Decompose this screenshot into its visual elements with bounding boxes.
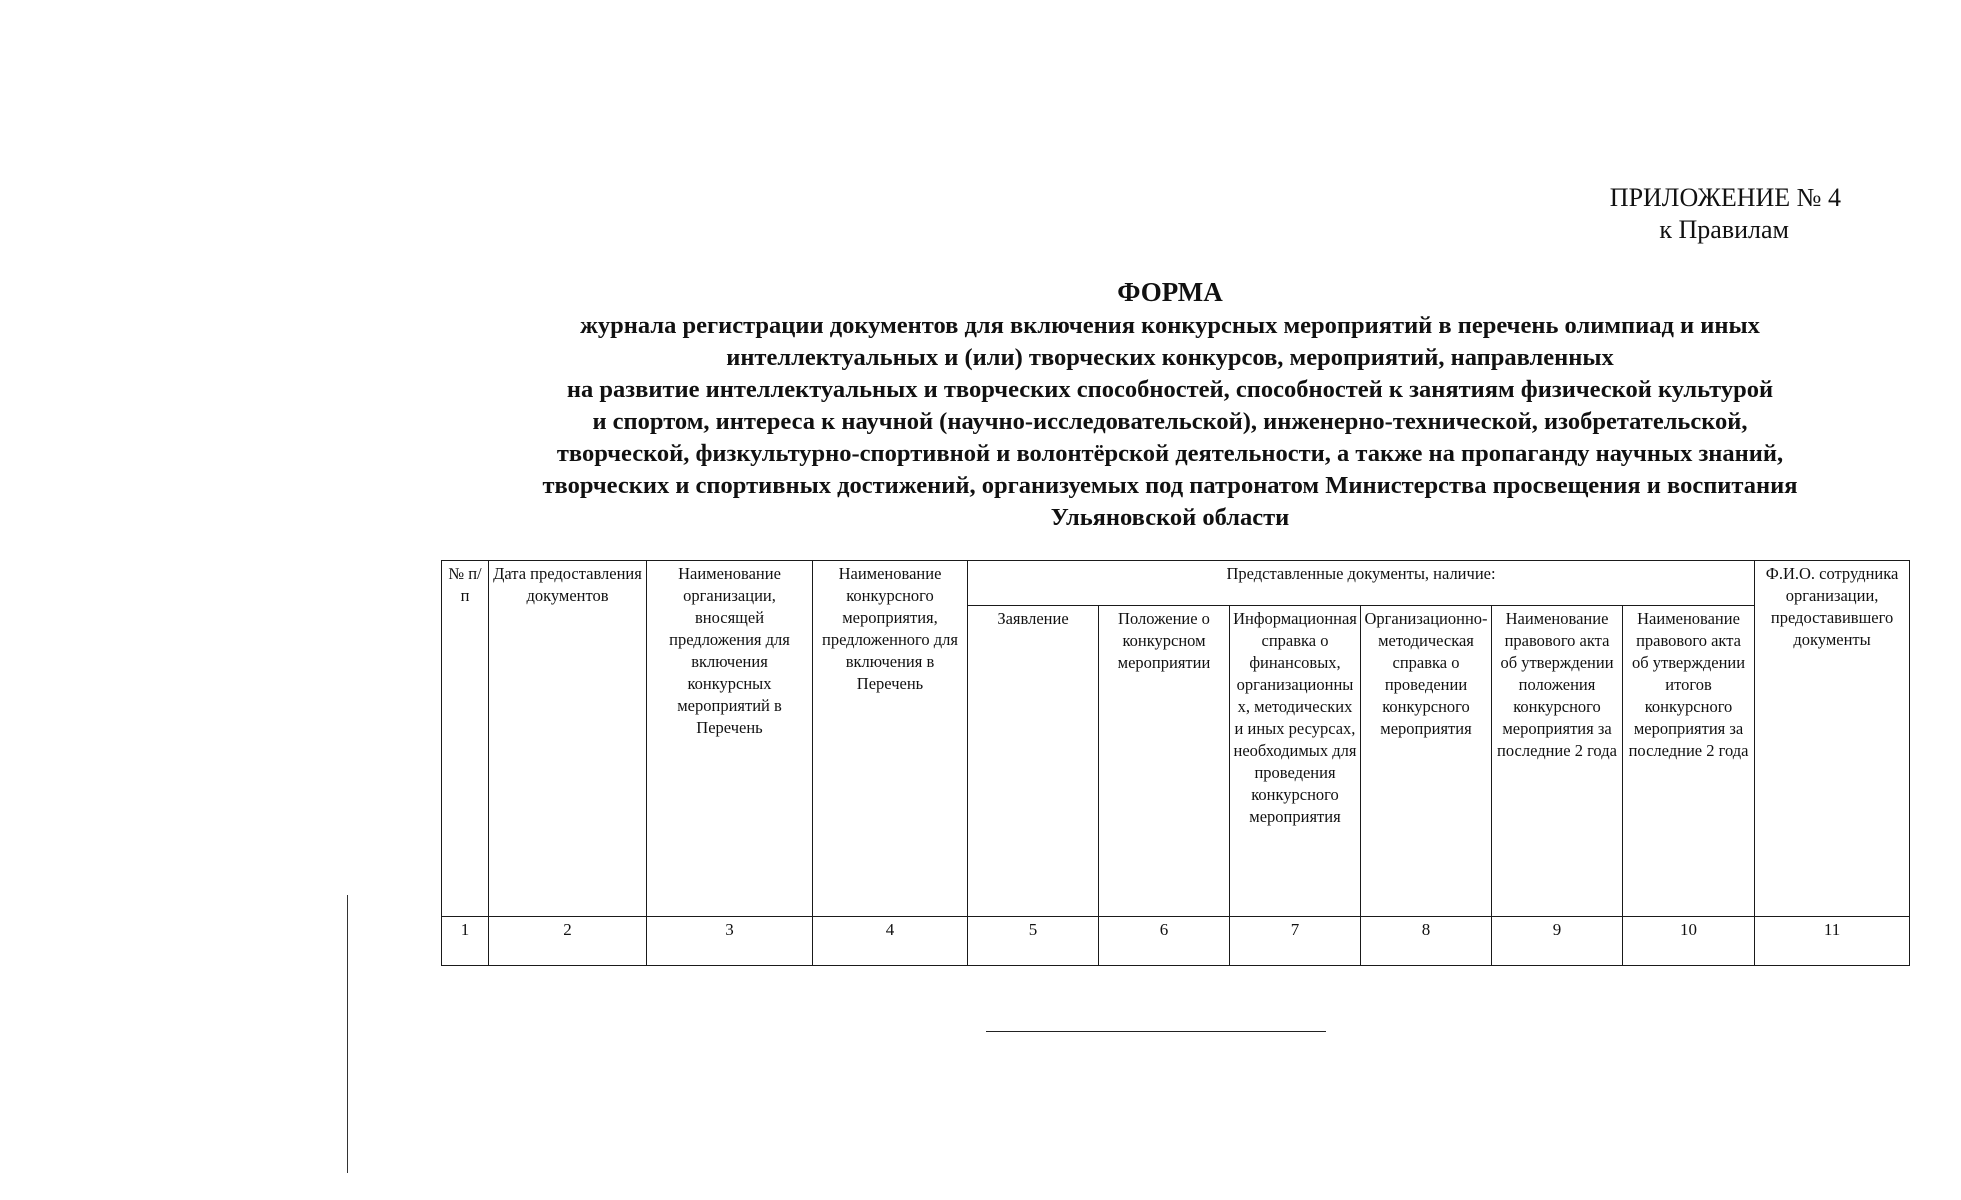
title-line: журнала регистрации документов для включения конкурсных мероприятий в перечень олимпиад и иных	[580, 312, 1760, 339]
registration-journal-table	[441, 560, 1910, 966]
column-number: 5	[968, 917, 1099, 966]
closing-line	[986, 1031, 1326, 1032]
header-event-name: Наименование конкурсного мероприятия, предложенного для включения в Перечень	[813, 561, 968, 917]
title-line: и спортом, интереса к научной (научно-исследовательской), инженерно-технической, изобретательской,	[592, 408, 1748, 435]
header-employee-name: Ф.И.О. сотрудника организации, предоставившего документы	[1755, 561, 1910, 917]
column-number: 7	[1230, 917, 1361, 966]
column-number: 8	[1361, 917, 1492, 966]
title-line: творческой, физкультурно-спортивной и волонтёрской деятельности, а также на пропаганду научных знаний,	[556, 440, 1784, 467]
header-number: № п/п	[442, 561, 489, 917]
column-number-row	[442, 917, 1910, 966]
header-regulation: Положение о конкурсном мероприятии	[1099, 606, 1230, 917]
annex-reference: к Правилам	[1659, 215, 1789, 244]
form-heading: ФОРМА	[1117, 277, 1223, 307]
table-header-row	[442, 561, 1910, 606]
title-line: на развитие интеллектуальных и творческих способностей, способностей к занятиям физической культурой	[566, 376, 1774, 403]
title-line: творческих и спортивных достижений, организуемых под патронатом Министерства просвещения и воспитания	[542, 472, 1798, 499]
column-number: 3	[647, 917, 813, 966]
header-organization: Наименование организации, вносящей предложения для включения конкурсных мероприятий в Перечень	[647, 561, 813, 917]
column-number: 2	[489, 917, 647, 966]
title-line: Ульяновской области	[1050, 504, 1290, 531]
annex-label	[1541, 182, 1841, 246]
margin-line	[347, 895, 348, 1173]
header-methodical-certificate: Организационно-методическая справка о проведении конкурсного мероприятия	[1361, 606, 1492, 917]
title-line: интеллектуальных и (или) творческих конкурсов, мероприятий, направленных	[726, 344, 1614, 371]
document-title	[470, 276, 1870, 534]
header-application: Заявление	[968, 606, 1099, 917]
header-documents-group: Представленные документы, наличие:	[968, 561, 1755, 606]
column-number: 10	[1623, 917, 1755, 966]
column-number: 4	[813, 917, 968, 966]
header-date: Дата предоставления документов	[489, 561, 647, 917]
column-number: 6	[1099, 917, 1230, 966]
annex-number: ПРИЛОЖЕНИЕ № 4	[1609, 183, 1841, 212]
column-number: 1	[442, 917, 489, 966]
header-regulation-act: Наименование правового акта об утверждении положения конкурсного мероприятия за последние 2 года	[1492, 606, 1623, 917]
column-number: 9	[1492, 917, 1623, 966]
header-results-act: Наименование правового акта об утверждении итогов конкурсного мероприятия за последние 2 года	[1623, 606, 1755, 917]
column-number: 11	[1755, 917, 1910, 966]
header-info-certificate: Информационная справка о финансовых, организационных, методических и иных ресурсах, необходимых для проведения конкурсного мероприятия	[1230, 606, 1361, 917]
